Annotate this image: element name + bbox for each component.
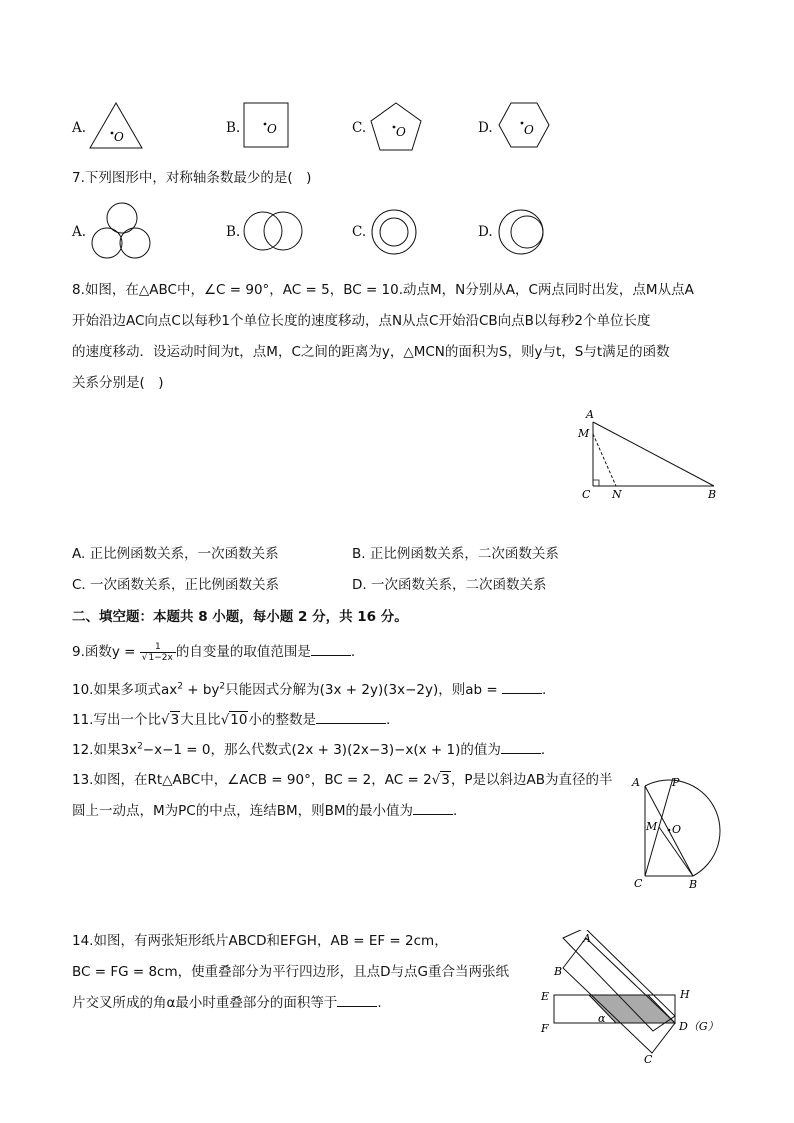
q10-answer-blank[interactable] <box>502 681 542 694</box>
q6-b-center: O <box>267 122 277 136</box>
q6-option-b-label: B. <box>226 120 241 136</box>
q14-line-2: BC = FG = 8cm，使重叠部分为平行四边形，且点D与点G重合当两张纸 <box>72 964 509 980</box>
q12: 12.如果$3x^2-x-1 = 0$，那么代数式(2x + 3)(2x−3)−x(x + 1)的值为 . <box>72 741 546 758</box>
q13-label-a: A <box>632 776 640 789</box>
q13-label-m: M <box>646 820 658 833</box>
q6-option-d-label: D. <box>478 120 493 136</box>
q6-pentagon-figure <box>368 101 424 153</box>
q9: 9.函数y = $\frac{1}{√1-2x}$ 的自变量的取值范围是 . <box>72 641 356 663</box>
q8-option-a: A. 正比例函数关系，一次函数关系 <box>72 546 279 562</box>
q8-line-4: 关系分别是( ) <box>72 375 164 391</box>
q7-stem: 7.下列图形中，对称轴条数最少的是( ) <box>72 170 312 186</box>
q7-option-a-label: A. <box>72 224 87 240</box>
q7-option-d-label: D. <box>478 224 493 240</box>
q8-label-n: N <box>612 488 622 501</box>
q7-concentric-circles-figure <box>370 208 418 256</box>
q14-label-c: C <box>644 1053 653 1066</box>
q14-answer-blank[interactable] <box>337 994 377 1007</box>
q12-answer-blank[interactable] <box>501 741 541 754</box>
q9-answer-blank[interactable] <box>311 643 351 656</box>
q6-a-center: O <box>114 130 124 144</box>
q11-answer-blank[interactable] <box>316 711 386 724</box>
q13-answer-blank[interactable] <box>413 802 453 815</box>
q6-d-center: O <box>524 123 534 137</box>
q8-line-1: 8.如图，在△ABC中，∠C = 90°，AC = 5，BC = 10.动点M，N分别从A，C两点同时出发，点M从点A <box>72 282 694 298</box>
q9-prefix: 9.函数y = <box>72 644 140 660</box>
q8-option-c: C. 一次函数关系，正比例函数关系 <box>72 577 280 593</box>
q7-two-intersecting-circles-figure <box>242 210 306 252</box>
q10: 10.如果多项式$ax^2 + by^2$只能因式分解为(3x + 2y)(3x−2y)，则ab = . <box>72 681 547 698</box>
q8-line-3: 的速度移动．设运动时间为t，点M，C之间的距离为y，△MCN的面积为S，则y与t，S与t满足的函数 <box>72 344 670 360</box>
q9-suffix: 的自变量的取值范围是 <box>175 644 311 660</box>
q8-option-d: D. 一次函数关系，二次函数关系 <box>352 577 547 593</box>
q6-option-c-label: C. <box>352 120 367 136</box>
q13-semicircle-figure <box>626 766 726 892</box>
q9-fraction: $\frac{1}{√1-2x}$ <box>140 642 176 663</box>
q8-label-m: M <box>578 427 590 440</box>
q6-option-a-label: A. <box>72 120 87 136</box>
q8-line-2: 开始沿边AC向点C以每秒1个单位长度的速度移动，点N从点C开始沿CB向点B以每秒2个单位长度 <box>72 313 651 329</box>
q6-hexagon-figure <box>497 101 553 151</box>
q13-line-2: 圆上一动点，M为PC的中点，连结BM，则BM的最小值为 . <box>72 803 458 819</box>
q6-c-center: O <box>396 125 406 139</box>
q8-option-b: B. 正比例函数关系，二次函数关系 <box>352 546 559 562</box>
q14-line-1: 14.如图，有两张矩形纸片ABCD和EFGH，AB = EF = 2cm， <box>72 933 448 949</box>
section-2-title: 二、填空题：本题共 8 小题，每小题 2 分，共 16 分。 <box>72 609 408 625</box>
q13-label-p: P <box>672 776 680 789</box>
q6-triangle-figure <box>88 101 144 151</box>
q6-square-figure <box>243 102 291 150</box>
q14-label-f: F <box>541 1022 549 1035</box>
q7-tangent-circles-figure <box>496 208 546 256</box>
q8-label-a: A <box>586 408 594 421</box>
q13-label-b: B <box>689 878 698 891</box>
q7-option-c-label: C. <box>352 224 367 240</box>
q14-label-dg: D（G） <box>679 1020 719 1033</box>
q8-label-c: C <box>582 488 591 501</box>
q14-label-e: E <box>541 990 550 1003</box>
q14-line-3: 片交叉所成的角α最小时重叠部分的面积等于 . <box>72 995 382 1011</box>
q14-label-a: A <box>583 932 591 945</box>
q7-option-b-label: B. <box>226 224 241 240</box>
q13-label-o: O <box>672 823 682 836</box>
q14-label-b: B <box>554 965 563 978</box>
q14-rectangles-figure <box>538 930 728 1068</box>
q7-three-circles-figure <box>88 200 152 262</box>
q8-triangle-figure <box>572 406 732 502</box>
q11: 11.写出一个比√3大且比√10小的整数是 . <box>72 712 391 728</box>
q14-label-alpha: α <box>598 1012 606 1025</box>
q13-label-c: C <box>634 877 643 890</box>
q8-label-b: B <box>708 488 717 501</box>
q13-line-1: 13.如图，在Rt△ABC中，∠ACB = 90°，BC = 2，AC = 2√3，P是以斜边AB为直径的半 <box>72 772 613 788</box>
q14-label-h: H <box>680 988 690 1001</box>
